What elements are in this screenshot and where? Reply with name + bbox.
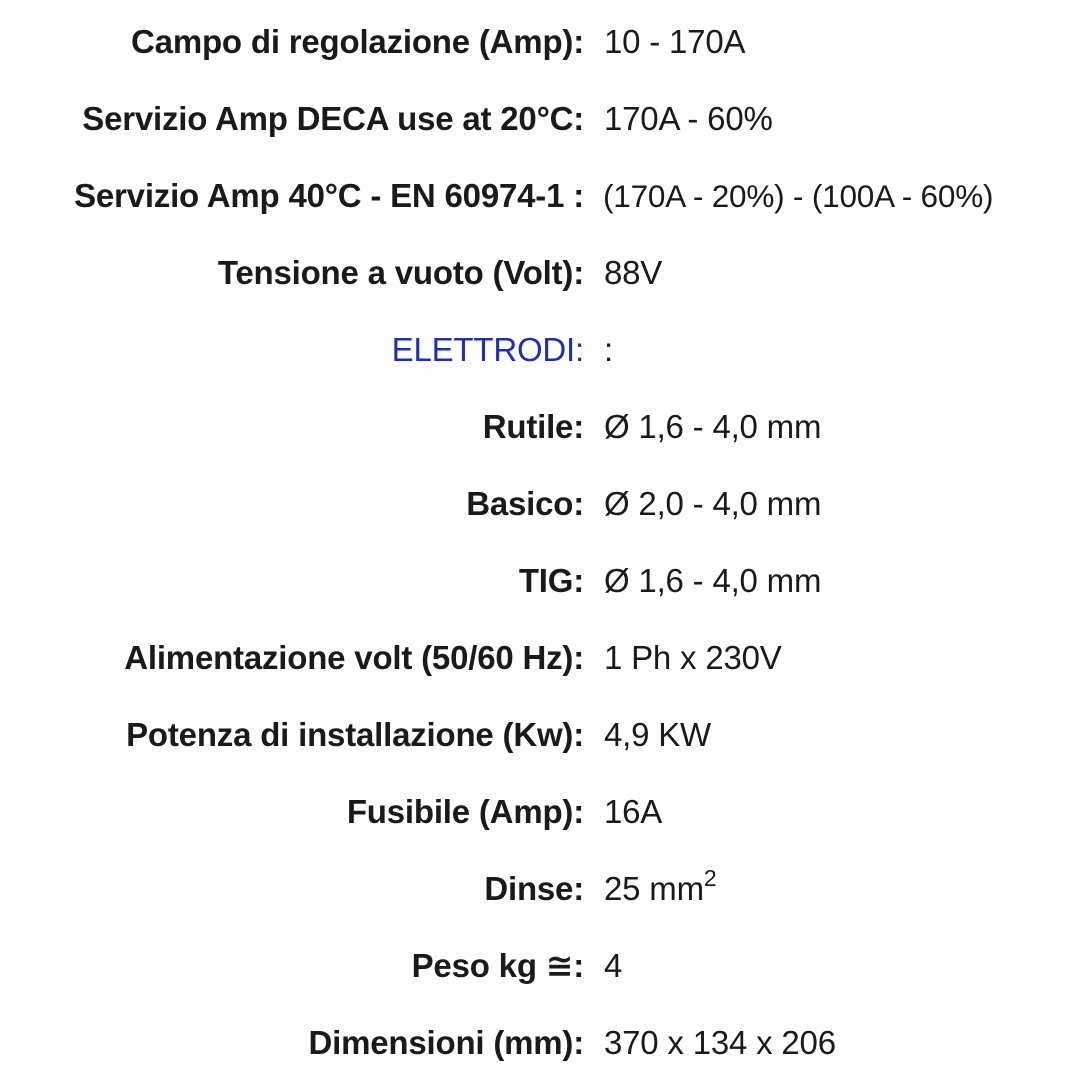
spec-row-dinse bbox=[0, 851, 1080, 928]
spec-label: Basico: bbox=[466, 485, 584, 522]
spec-value: 88V bbox=[604, 254, 663, 291]
spec-value-text: 25 mm bbox=[604, 870, 704, 907]
spec-row-peso bbox=[0, 928, 1080, 1005]
superscript-exponent: 2 bbox=[703, 865, 717, 891]
spec-row-servizio-40c bbox=[0, 158, 1080, 235]
spec-row-potenza bbox=[0, 697, 1080, 774]
spec-value: Ø 1,6 - 4,0 mm bbox=[604, 562, 822, 599]
spec-value: 370 x 134 x 206 bbox=[604, 1024, 836, 1061]
spec-label: Dinse: bbox=[484, 870, 584, 907]
spec-value: Ø 2,0 - 4,0 mm bbox=[604, 485, 822, 522]
spec-value bbox=[604, 865, 717, 912]
spec-row-alimentazione bbox=[0, 620, 1080, 697]
spec-label: Alimentazione volt (50/60 Hz): bbox=[124, 639, 584, 676]
spec-table bbox=[0, 4, 1080, 1082]
spec-value: 1 Ph x 230V bbox=[604, 639, 782, 676]
spec-row-tig bbox=[0, 543, 1080, 620]
spec-row-elettrodi-heading bbox=[0, 312, 1080, 389]
spec-label: Servizio Amp DECA use at 20°C: bbox=[82, 100, 584, 137]
spec-label: Peso kg ≅: bbox=[411, 947, 584, 984]
spec-row-basico bbox=[0, 466, 1080, 543]
spec-row-tensione-vuoto bbox=[0, 235, 1080, 312]
spec-value: 170A - 60% bbox=[604, 100, 773, 137]
spec-row-fusibile bbox=[0, 774, 1080, 851]
spec-value: 4,9 KW bbox=[604, 716, 712, 753]
spec-label: Fusibile (Amp): bbox=[346, 793, 584, 830]
spec-label: Dimensioni (mm): bbox=[308, 1024, 584, 1061]
spec-row-campo-regolazione bbox=[0, 4, 1080, 81]
spec-value: (170A - 20%) - (100A - 60%) bbox=[603, 178, 994, 214]
spec-label: Potenza di installazione (Kw): bbox=[126, 716, 584, 753]
spec-value: Ø 1,6 - 4,0 mm bbox=[604, 408, 822, 445]
spec-row-dimensioni bbox=[0, 1005, 1080, 1082]
spec-row-servizio-20c bbox=[0, 81, 1080, 158]
spec-value: 16A bbox=[604, 793, 663, 830]
spec-label: TIG: bbox=[518, 562, 584, 599]
spec-label: Tensione a vuoto (Volt): bbox=[217, 254, 584, 291]
spec-value: 10 - 170A bbox=[604, 23, 746, 60]
spec-value: 4 bbox=[604, 947, 623, 984]
spec-row-rutile bbox=[0, 389, 1080, 466]
section-heading-elettrodi: ELETTRODI: bbox=[391, 331, 584, 368]
spec-label: Servizio Amp 40°C - EN 60974-1 : bbox=[74, 177, 584, 214]
spec-value: : bbox=[604, 331, 613, 368]
spec-label: Campo di regolazione (Amp): bbox=[131, 23, 584, 60]
spec-label: Rutile: bbox=[482, 408, 584, 445]
